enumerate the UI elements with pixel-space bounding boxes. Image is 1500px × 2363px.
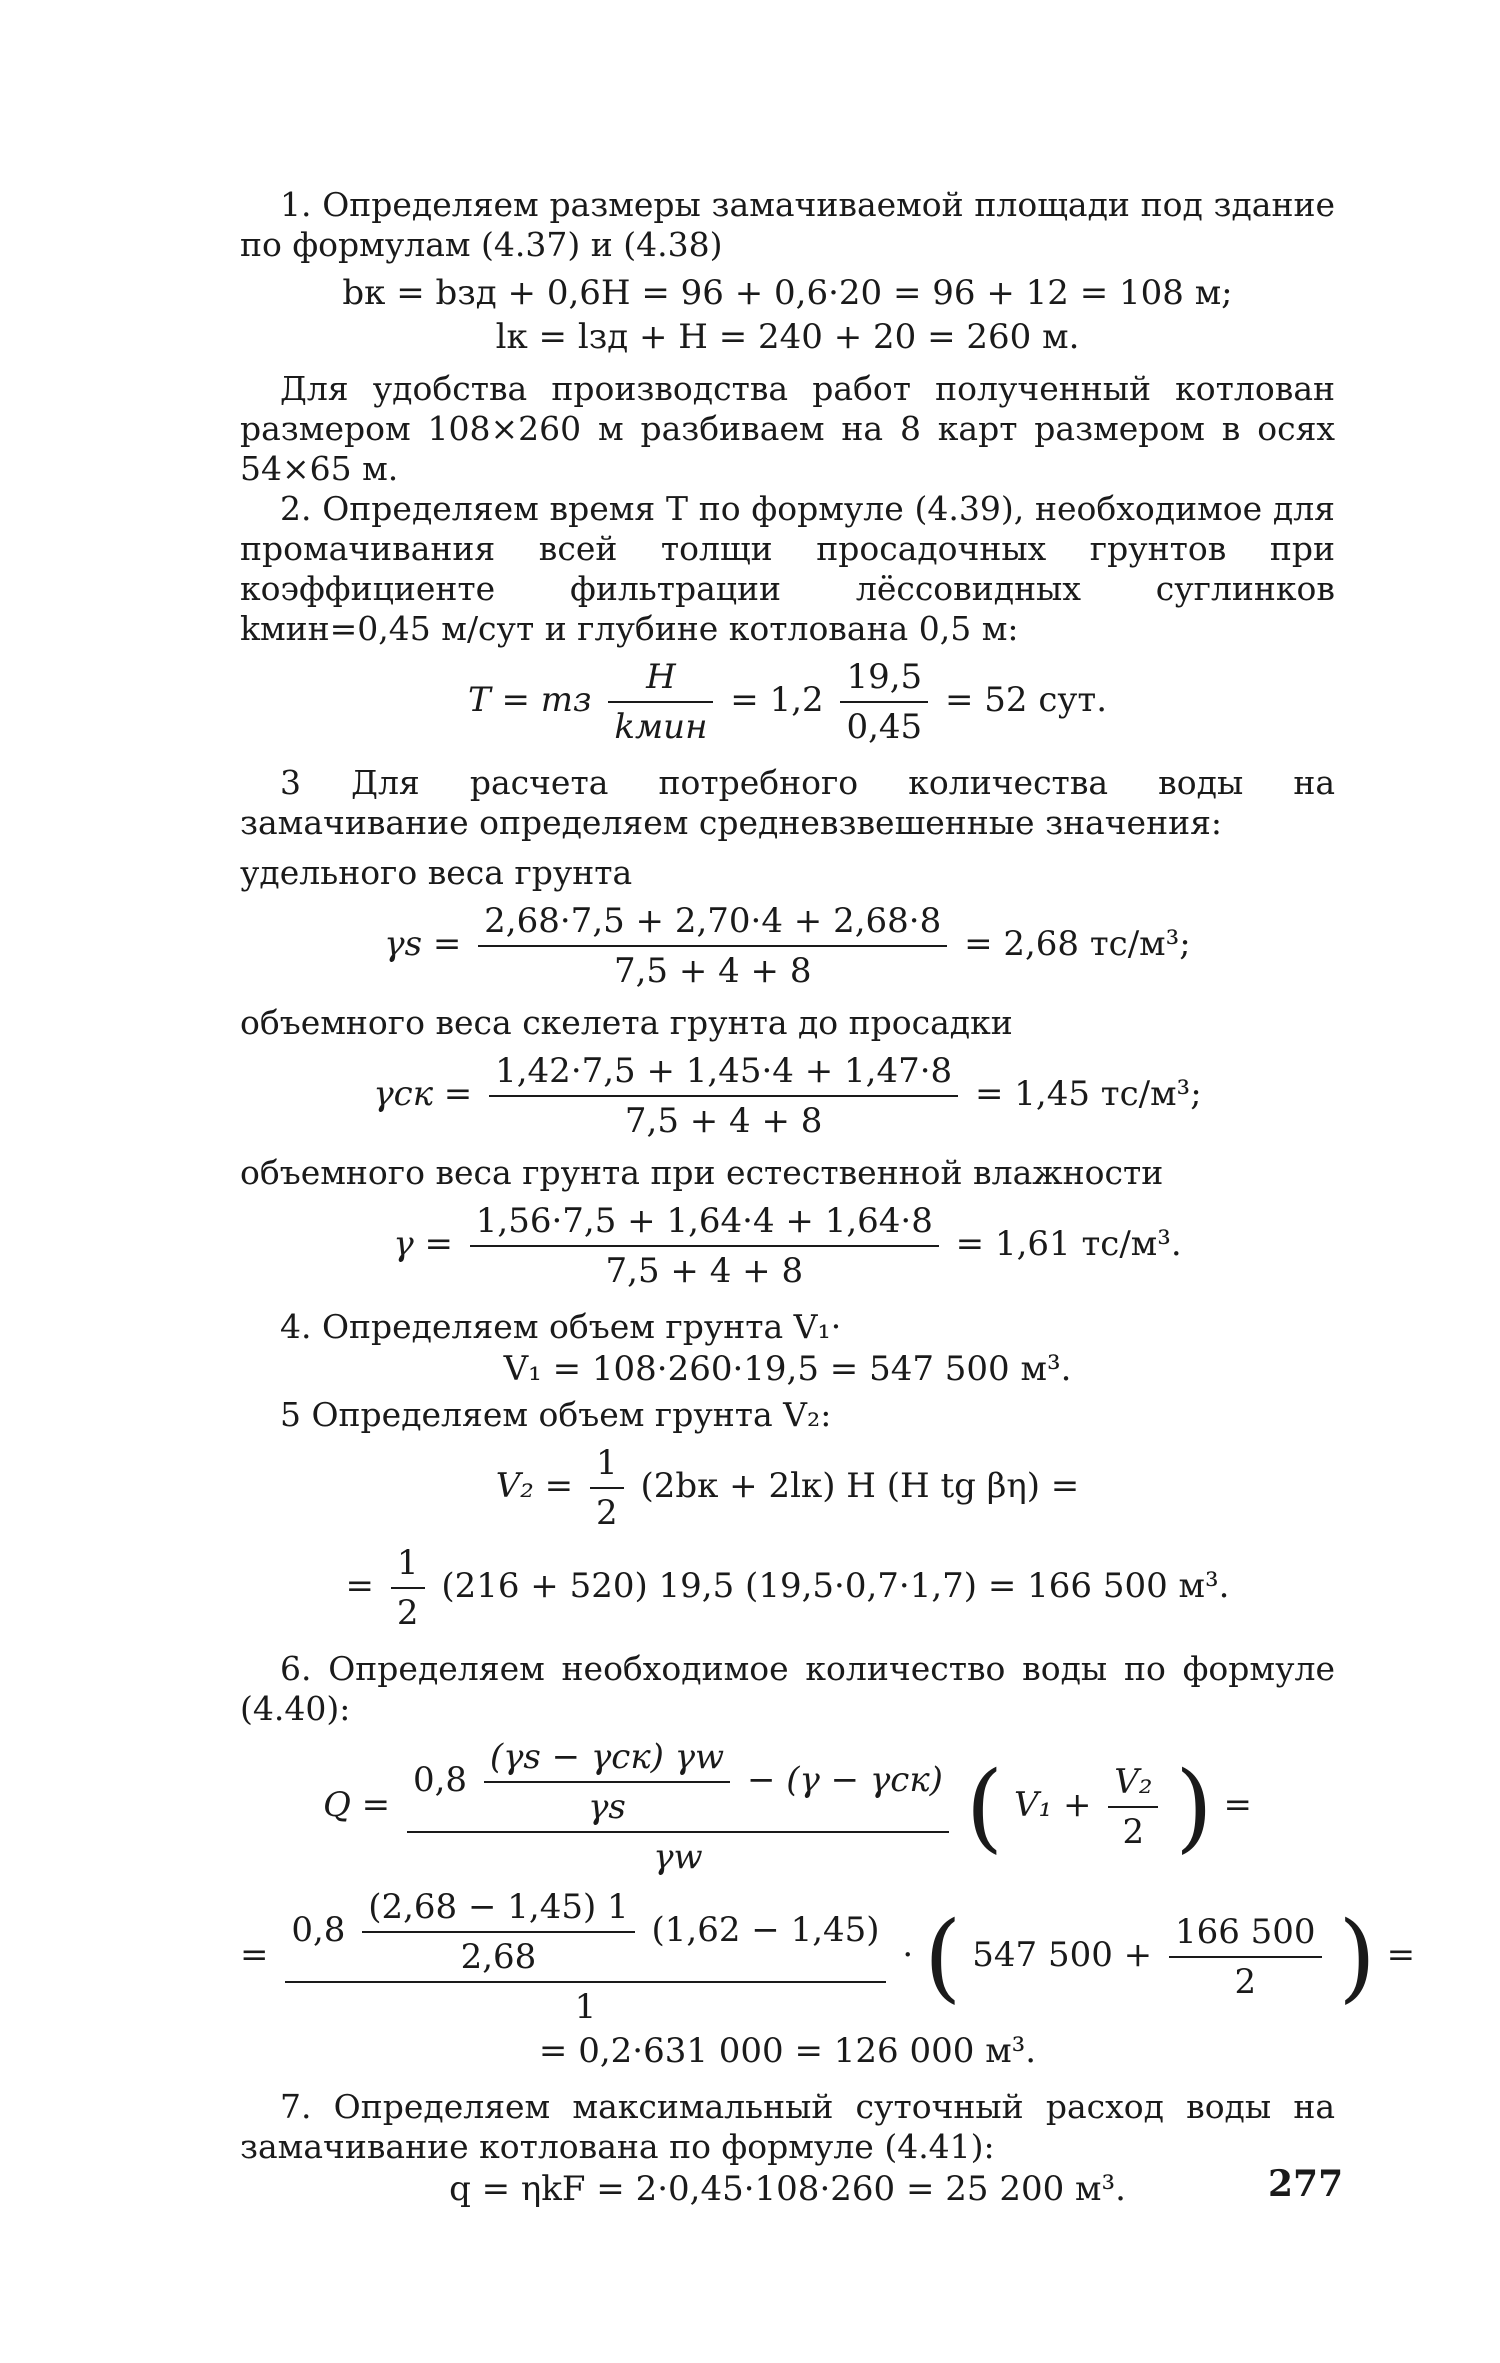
formula-time-mid: = 1,2 [730, 680, 824, 720]
fraction-num: 1,42·7,5 + 1,45·4 + 1,47·8 [489, 1049, 958, 1097]
formula-bk: bк = bзд + 0,6H = 96 + 0,6·20 = 96 + 12 = 108 м; [342, 273, 1233, 313]
formula-eq-sign: = [345, 1566, 375, 1606]
coef: 0,8 [412, 1760, 468, 1800]
term: − (γ − γск) [746, 1760, 943, 1800]
fraction-inner [484, 1735, 730, 1829]
formula-lhs: γs = [384, 924, 462, 964]
formula-result: = 1,61 тс/м³. [955, 1224, 1182, 1264]
paren-open: ( [965, 1751, 1004, 1863]
formula-lhs: γск = [373, 1074, 473, 1114]
step-5-text: 5 Определяем объем грунта V₂: [280, 1395, 832, 1434]
fraction-num: 19,5 [840, 655, 928, 703]
formula-gamma [240, 1199, 1335, 1293]
fraction-den: 0,45 [846, 707, 923, 747]
formula-q-result: = 0,2·631 000 = 126 000 м³. [538, 2031, 1037, 2071]
formula-q-daily: q = ηkF = 2·0,45·108·260 = 25 200 м³. [449, 2169, 1126, 2209]
fraction-den: 7,5 + 4 + 8 [624, 1101, 823, 1141]
fraction-den: 2 [1234, 1962, 1257, 2002]
fraction-num: H [608, 655, 713, 703]
page-number: 277 [1268, 2163, 1344, 2205]
page-body [240, 185, 1416, 2211]
fraction-den: 2 [1122, 1812, 1145, 1852]
fraction-num: 2,68·7,5 + 2,70·4 + 2,68·8 [478, 899, 947, 947]
fraction-gamma-s [478, 899, 947, 993]
fraction-v2-value [1169, 1910, 1322, 2004]
fraction-num: V₂ [1108, 1760, 1158, 1808]
term: (1,62 − 1,45) [651, 1910, 880, 1950]
paren-close: ) [1338, 1901, 1376, 2013]
fraction-den: 2,68 [460, 1937, 537, 1977]
fraction-q-main [407, 1735, 949, 1879]
fraction-gamma [470, 1199, 939, 1293]
formula-lhs: V₂ = [495, 1466, 574, 1506]
label-skeleton-weight: объемного веса скелета грунта до просадки [240, 1003, 1013, 1042]
fraction-den: 1 [574, 1987, 597, 2027]
step-2-text: 2. Определяем время T по формуле (4.39), необходимое для промачивания всей толщи просадочных грунтов при коэффициенте фильтрации лёссовидных суглинков kмин=0,45 м/сут и глубине котлована 0,5 м: [240, 489, 1335, 648]
fraction-den: 2 [595, 1493, 618, 1533]
step-3-text: 3 Для расчета потребного количества воды на замачивание определяем средневзвешенные значения: [240, 763, 1335, 842]
fraction-h-kmin [608, 655, 713, 749]
formula-eq-sign: = [1386, 1935, 1416, 1975]
fraction-den: 2 [396, 1593, 419, 1633]
formula-q-general [240, 1735, 1335, 1879]
label-natural-moisture: объемного веса грунта при естественной влажности [240, 1153, 1164, 1192]
fraction-den: γw [653, 1837, 703, 1877]
term-v1-value: 547 500 + [972, 1935, 1153, 1975]
formula-time-result: = 52 сут. [944, 680, 1108, 720]
formula-lhs: Q = [322, 1785, 391, 1825]
fraction-num: 1,56·7,5 + 1,64·4 + 1,64·8 [470, 1199, 939, 1247]
step-6-text: 6. Определяем необходимое количество воды по формуле (4.40): [240, 1649, 1335, 1728]
dot: · [902, 1935, 914, 1975]
fraction-q-values [285, 1885, 885, 2029]
formula-q-values [240, 1885, 1416, 2029]
coef: 0,8 [291, 1910, 346, 1950]
formula-eq-sign: = [240, 1935, 269, 1975]
step-1-intro: 1. Определяем размеры замачиваемой площади под здание по формулам (4.37) и (4.38) [240, 185, 1335, 264]
paren-open: ( [923, 1901, 962, 2013]
fraction-num: (2,68 − 1,45) 1 [362, 1885, 634, 1933]
fraction-num: (γs − γск) γw [484, 1735, 730, 1783]
paren-close: ) [1175, 1751, 1213, 1863]
fraction-half [391, 1541, 425, 1635]
formula-time-lhs: T = mз [467, 680, 592, 720]
fraction-num: 166 500 [1169, 1910, 1322, 1958]
fraction-gamma-sk [489, 1049, 958, 1143]
fraction-den: kмин [614, 707, 708, 747]
formula-rhs: (2bк + 2lк) H (H tg βη) = [640, 1466, 1080, 1506]
formula-gamma-s [240, 899, 1335, 993]
formula-lhs: γ = [393, 1224, 453, 1264]
step-7-text: 7. Определяем максимальный суточный расход воды на замачивание котлована по формуле (4.41): [240, 2087, 1335, 2166]
term-v1: V₁ + [1013, 1785, 1092, 1825]
fraction-num [285, 1885, 885, 1983]
formula-gamma-sk [240, 1049, 1335, 1143]
formula-eq-sign: = [1223, 1785, 1253, 1825]
step-4-text: 4. Определяем объем грунта V₁· [280, 1307, 842, 1346]
fraction-inner [362, 1885, 634, 1979]
fraction-den: 7,5 + 4 + 8 [613, 951, 812, 991]
fraction-values [840, 655, 928, 749]
fraction-half [590, 1441, 624, 1535]
fraction-num [407, 1735, 949, 1833]
formula-v2 [240, 1441, 1335, 1535]
fraction-den: γs [588, 1787, 626, 1827]
fraction-num: 1 [391, 1541, 425, 1589]
formula-v2-values [240, 1541, 1335, 1635]
formula-lk: lк = lзд + H = 240 + 20 = 260 м. [495, 317, 1080, 357]
formula-rhs: (216 + 520) 19,5 (19,5·0,7·1,7) = 166 500 м³. [441, 1566, 1230, 1606]
formula-result: = 2,68 тс/м³; [964, 924, 1191, 964]
label-unit-weight: удельного веса грунта [240, 853, 633, 892]
fraction-v2-half [1108, 1760, 1158, 1854]
fraction-den: 7,5 + 4 + 8 [605, 1251, 804, 1291]
note-kotlovan: Для удобства производства работ полученный котлован размером 108×260 м разбиваем на 8 карт размером в осях 54×65 м. [240, 369, 1335, 488]
fraction-num: 1 [590, 1441, 624, 1489]
formula-v1: V₁ = 108·260·19,5 = 547 500 м³. [503, 1349, 1072, 1389]
formula-result: = 1,45 тс/м³; [975, 1074, 1202, 1114]
formula-time [240, 655, 1335, 749]
